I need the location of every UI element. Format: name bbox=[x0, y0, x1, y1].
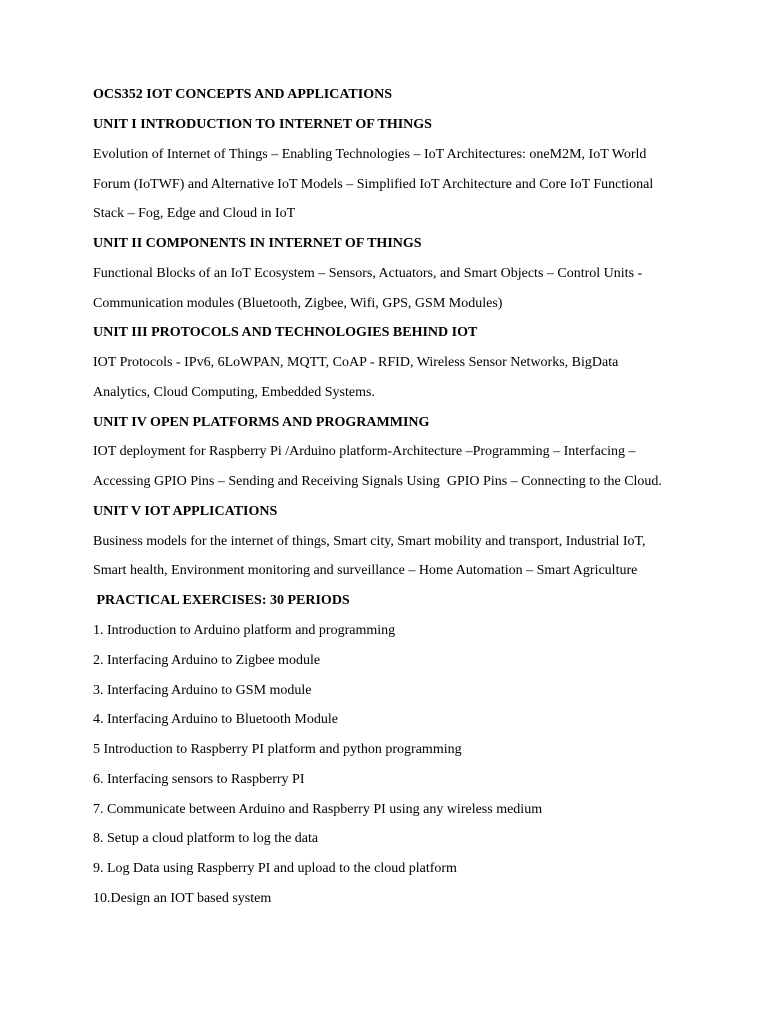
unit-4-text-line: Accessing GPIO Pins – Sending and Receiving Signals Using GPIO Pins – Connecting to the Cloud. bbox=[93, 474, 662, 489]
unit-3-text-line: Analytics, Cloud Computing, Embedded Systems. bbox=[93, 385, 375, 400]
unit-5-heading: UNIT V IOT APPLICATIONS bbox=[93, 504, 278, 519]
unit-1-heading: UNIT I INTRODUCTION TO INTERNET OF THINGS bbox=[93, 117, 432, 132]
practical-item: 5 Introduction to Raspberry PI platform and python programming bbox=[93, 742, 462, 757]
practical-item: 10.Design an IOT based system bbox=[93, 891, 272, 906]
unit-5-text-line: Business models for the internet of things, Smart city, Smart mobility and transport, Industrial IoT, bbox=[93, 534, 646, 549]
course-title: OCS352 IOT CONCEPTS AND APPLICATIONS bbox=[93, 87, 392, 102]
unit-3-text-line: IOT Protocols - IPv6, 6LoWPAN, MQTT, CoAP - RFID, Wireless Sensor Networks, BigData bbox=[93, 355, 619, 370]
practical-item: 2. Interfacing Arduino to Zigbee module bbox=[93, 653, 321, 668]
unit-1-text-line: Forum (IoTWF) and Alternative IoT Models – Simplified IoT Architecture and Core IoT Functional bbox=[93, 177, 654, 192]
practical-item: 8. Setup a cloud platform to log the data bbox=[93, 831, 319, 846]
practical-item: 3. Interfacing Arduino to GSM module bbox=[93, 683, 312, 698]
unit-4-heading: UNIT IV OPEN PLATFORMS AND PROGRAMMING bbox=[93, 415, 430, 430]
practical-item: 6. Interfacing sensors to Raspberry PI bbox=[93, 772, 305, 787]
unit-2-text-line: Functional Blocks of an IoT Ecosystem – Sensors, Actuators, and Smart Objects – Control Units - bbox=[93, 266, 643, 281]
practical-item: 9. Log Data using Raspberry PI and upload to the cloud platform bbox=[93, 861, 457, 876]
unit-2-heading: UNIT II COMPONENTS IN INTERNET OF THINGS bbox=[93, 236, 422, 251]
unit-3-heading: UNIT III PROTOCOLS AND TECHNOLOGIES BEHIND IOT bbox=[93, 325, 478, 340]
practical-item: 4. Interfacing Arduino to Bluetooth Module bbox=[93, 712, 338, 727]
unit-4-text-line: IOT deployment for Raspberry Pi /Arduino platform-Architecture –Programming – Interfacing – bbox=[93, 444, 636, 459]
unit-5-text-line: Smart health, Environment monitoring and surveillance – Home Automation – Smart Agriculture bbox=[93, 563, 638, 578]
unit-1-text-line: Evolution of Internet of Things – Enabling Technologies – IoT Architectures: oneM2M, IoT World bbox=[93, 147, 647, 162]
practical-item: 7. Communicate between Arduino and Raspberry PI using any wireless medium bbox=[93, 802, 543, 817]
practical-item: 1. Introduction to Arduino platform and programming bbox=[93, 623, 396, 638]
practical-heading: PRACTICAL EXERCISES: 30 PERIODS bbox=[93, 593, 350, 608]
unit-1-text-line: Stack – Fog, Edge and Cloud in IoT bbox=[93, 206, 296, 221]
unit-2-text-line: Communication modules (Bluetooth, Zigbee, Wifi, GPS, GSM Modules) bbox=[93, 296, 503, 311]
